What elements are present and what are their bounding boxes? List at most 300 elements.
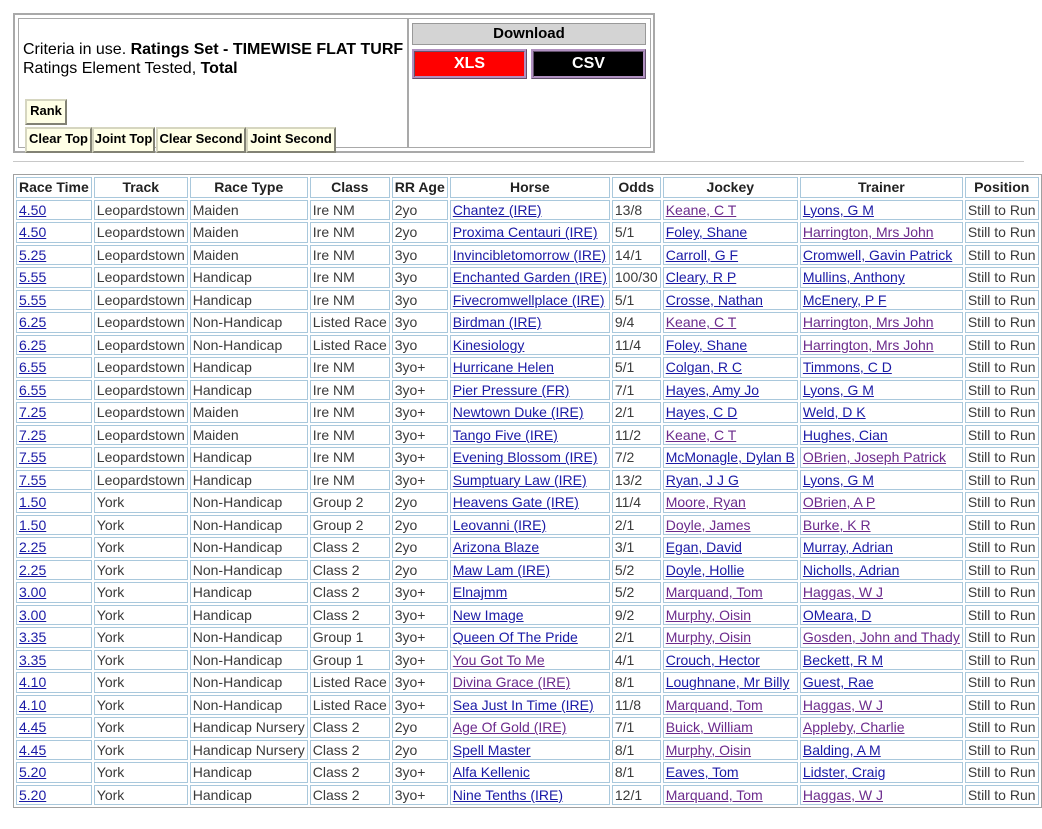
jockey-cell (663, 605, 798, 626)
jockey-cell (663, 537, 798, 558)
trainer-cell (800, 560, 963, 581)
race-time-link[interactable]: 6.55 (19, 359, 47, 376)
trainer-cell (800, 740, 963, 761)
trainer-cell (800, 402, 963, 423)
odds-cell: 3/1 (612, 537, 661, 558)
horse-link[interactable]: Sea Just In Time (IRE) (452, 696, 594, 713)
time-cell (16, 627, 92, 648)
trainer-cell (800, 200, 963, 221)
divider (13, 161, 1024, 162)
jockey-link[interactable]: Egan, David (665, 539, 742, 556)
race-time-link[interactable]: 5.20 (19, 764, 47, 781)
position-cell: Still to Run (965, 762, 1039, 783)
class-cell: Class 2 (310, 717, 390, 738)
jockey-cell (663, 695, 798, 716)
trainer-link[interactable]: Haggas, W J (802, 786, 884, 803)
race-type-cell: Non-Handicap (190, 492, 308, 513)
table-row (16, 605, 1039, 626)
trainer-link[interactable]: Burke, K R (802, 516, 871, 533)
odds-cell: 11/2 (612, 425, 661, 446)
track-cell: Leopardstown (94, 290, 188, 311)
trainer-link[interactable]: Weld, D K (802, 404, 866, 421)
horse-link[interactable]: Tango Five (IRE) (452, 426, 558, 443)
race-time-link[interactable]: 3.35 (19, 629, 47, 646)
col-rr-age[interactable]: RR Age (392, 177, 448, 198)
horse-cell (450, 447, 610, 468)
horse-link[interactable]: Kinesiology (452, 336, 525, 353)
horse-link[interactable]: Age Of Gold (IRE) (452, 719, 567, 736)
trainer-link[interactable]: Beckett, R M (802, 651, 884, 668)
race-time-link[interactable]: 2.25 (19, 561, 47, 578)
time-cell (16, 672, 92, 693)
jockey-link[interactable]: Keane, C T (665, 201, 737, 218)
horse-link[interactable]: Proxima Centauri (IRE) (452, 224, 598, 241)
joint-second-button[interactable]: Joint Second (246, 127, 336, 153)
jockey-link[interactable]: Doyle, Hollie (665, 561, 745, 578)
jockey-link[interactable]: Hayes, C D (665, 404, 738, 421)
race-time-link[interactable]: 6.55 (19, 381, 47, 398)
jockey-link[interactable]: Moore, Ryan (665, 494, 746, 511)
horse-link[interactable]: New Image (452, 606, 524, 623)
horse-link[interactable]: Newtown Duke (IRE) (452, 404, 584, 421)
horse-cell (450, 425, 610, 446)
jockey-cell (663, 222, 798, 243)
col-race-type[interactable]: Race Type (190, 177, 308, 198)
criteria-panel (13, 13, 655, 153)
trainer-link[interactable]: Murray, Adrian (802, 539, 893, 556)
age-cell: 3yo (392, 267, 448, 288)
trainer-link[interactable]: Haggas, W J (802, 584, 884, 601)
time-cell (16, 290, 92, 311)
odds-cell: 9/4 (612, 312, 661, 333)
element-value: Total (200, 60, 238, 77)
table-row (16, 312, 1039, 333)
odds-cell: 2/1 (612, 402, 661, 423)
horse-cell (450, 537, 610, 558)
age-cell: 3yo+ (392, 785, 448, 806)
time-cell (16, 582, 92, 603)
trainer-cell (800, 537, 963, 558)
horse-link[interactable]: Fivecromwellplace (IRE) (452, 291, 605, 308)
csv-download-button[interactable]: CSV (531, 49, 646, 79)
track-cell: York (94, 537, 188, 558)
trainer-cell (800, 380, 963, 401)
race-type-cell: Handicap (190, 357, 308, 378)
position-cell: Still to Run (965, 627, 1039, 648)
jockey-cell (663, 785, 798, 806)
age-cell: 2yo (392, 492, 448, 513)
trainer-cell (800, 492, 963, 513)
table-row (16, 222, 1039, 243)
track-cell: York (94, 762, 188, 783)
jockey-link[interactable]: Colgan, R C (665, 359, 742, 376)
race-type-cell: Handicap (190, 380, 308, 401)
odds-cell: 12/1 (612, 785, 661, 806)
horse-link[interactable]: Alfa Kellenic (452, 764, 530, 781)
jockey-cell (663, 492, 798, 513)
race-time-link[interactable]: 5.20 (19, 786, 47, 803)
time-cell (16, 740, 92, 761)
jockey-link[interactable]: Crouch, Hector (665, 651, 760, 668)
trainer-cell (800, 312, 963, 333)
clear-top-button[interactable]: Clear Top (25, 127, 92, 153)
col-trainer[interactable]: Trainer (800, 177, 963, 198)
jockey-cell (663, 200, 798, 221)
jockey-cell (663, 312, 798, 333)
trainer-link[interactable]: Harrington, Mrs John (802, 314, 934, 331)
position-cell: Still to Run (965, 222, 1039, 243)
age-cell: 3yo+ (392, 582, 448, 603)
jockey-link[interactable]: Foley, Shane (665, 224, 748, 241)
trainer-link[interactable]: Cromwell, Gavin Patrick (802, 246, 953, 263)
table-row (16, 515, 1039, 536)
horse-link[interactable]: Divina Grace (IRE) (452, 674, 571, 691)
time-cell (16, 380, 92, 401)
jockey-link[interactable]: Marquand, Tom (665, 696, 763, 713)
table-row (16, 357, 1039, 378)
class-cell: Ire NM (310, 357, 390, 378)
horse-link[interactable]: Elnajmm (452, 584, 508, 601)
jockey-cell (663, 717, 798, 738)
odds-cell: 11/4 (612, 492, 661, 513)
criteria-prefix: Criteria in use. (23, 41, 131, 58)
position-cell: Still to Run (965, 312, 1039, 333)
horse-link[interactable]: Birdman (IRE) (452, 314, 542, 331)
trainer-cell (800, 650, 963, 671)
race-type-cell: Non-Handicap (190, 515, 308, 536)
trainer-cell (800, 762, 963, 783)
race-time-link[interactable]: 4.10 (19, 696, 47, 713)
jockey-link[interactable]: Buick, William (665, 719, 753, 736)
race-time-link[interactable]: 6.25 (19, 314, 47, 331)
age-cell: 3yo+ (392, 470, 448, 491)
race-type-cell: Non-Handicap (190, 335, 308, 356)
class-cell: Ire NM (310, 402, 390, 423)
trainer-link[interactable]: Mullins, Anthony (802, 269, 905, 286)
trainer-cell (800, 605, 963, 626)
time-cell (16, 200, 92, 221)
horse-cell (450, 245, 610, 266)
jockey-cell (663, 515, 798, 536)
time-cell (16, 605, 92, 626)
horse-link[interactable]: Nine Tenths (IRE) (452, 786, 564, 803)
table-row (16, 785, 1039, 806)
odds-cell: 5/2 (612, 560, 661, 581)
jockey-cell (663, 402, 798, 423)
race-type-cell: Handicap (190, 582, 308, 603)
track-cell: Leopardstown (94, 335, 188, 356)
trainer-link[interactable]: Appleby, Charlie (802, 719, 905, 736)
horse-link[interactable]: Chantez (IRE) (452, 201, 542, 218)
race-time-link[interactable]: 7.55 (19, 449, 47, 466)
horse-link[interactable]: Arizona Blaze (452, 539, 540, 556)
age-cell: 2yo (392, 200, 448, 221)
race-type-cell: Non-Handicap (190, 537, 308, 558)
jockey-link[interactable]: Murphy, Oisin (665, 606, 752, 623)
horse-link[interactable]: Enchanted Garden (IRE) (452, 269, 607, 286)
col-track[interactable]: Track (94, 177, 188, 198)
trainer-link[interactable]: Lyons, G M (802, 471, 874, 488)
jockey-link[interactable]: Marquand, Tom (665, 584, 763, 601)
race-type-cell: Maiden (190, 425, 308, 446)
position-cell: Still to Run (965, 515, 1039, 536)
table-row (16, 245, 1039, 266)
age-cell: 3yo (392, 335, 448, 356)
odds-cell: 100/30 (612, 267, 661, 288)
col-odds[interactable]: Odds (612, 177, 661, 198)
time-cell (16, 447, 92, 468)
jockey-link[interactable]: Murphy, Oisin (665, 741, 752, 758)
track-cell: York (94, 605, 188, 626)
trainer-link[interactable]: Nicholls, Adrian (802, 561, 900, 578)
class-cell: Ire NM (310, 245, 390, 266)
horse-link[interactable]: Heavens Gate (IRE) (452, 494, 579, 511)
race-type-cell: Maiden (190, 222, 308, 243)
jockey-link[interactable]: Murphy, Oisin (665, 629, 752, 646)
table-row (16, 380, 1039, 401)
odds-cell: 9/2 (612, 605, 661, 626)
odds-cell: 7/1 (612, 380, 661, 401)
race-type-cell: Maiden (190, 245, 308, 266)
col-horse[interactable]: Horse (450, 177, 610, 198)
col-class[interactable]: Class (310, 177, 390, 198)
race-type-cell: Non-Handicap (190, 312, 308, 333)
jockey-link[interactable]: Hayes, Amy Jo (665, 381, 760, 398)
trainer-link[interactable]: Harrington, Mrs John (802, 224, 934, 241)
horse-link[interactable]: Pier Pressure (FR) (452, 381, 570, 398)
table-row (16, 470, 1039, 491)
trainer-link[interactable]: Lyons, G M (802, 201, 874, 218)
race-type-cell: Handicap (190, 470, 308, 491)
trainer-link[interactable]: Lidster, Craig (802, 764, 886, 781)
trainer-cell (800, 447, 963, 468)
position-cell: Still to Run (965, 470, 1039, 491)
class-cell: Ire NM (310, 267, 390, 288)
position-cell: Still to Run (965, 695, 1039, 716)
age-cell: 3yo (392, 245, 448, 266)
trainer-cell (800, 515, 963, 536)
jockey-link[interactable]: Carroll, G F (665, 246, 739, 263)
class-cell: Ire NM (310, 470, 390, 491)
trainer-cell (800, 785, 963, 806)
trainer-link[interactable]: McEnery, P F (802, 291, 887, 308)
trainer-link[interactable]: Harrington, Mrs John (802, 336, 934, 353)
race-time-link[interactable]: 5.55 (19, 269, 47, 286)
trainer-link[interactable]: Hughes, Cian (802, 426, 888, 443)
class-cell: Ire NM (310, 290, 390, 311)
race-time-link[interactable]: 4.45 (19, 741, 47, 758)
header-row (16, 177, 1039, 198)
class-cell: Class 2 (310, 560, 390, 581)
col-race-time[interactable]: Race Time (16, 177, 92, 198)
horse-link[interactable]: Invincibletomorrow (IRE) (452, 246, 607, 263)
race-time-link[interactable]: 7.25 (19, 426, 47, 443)
time-cell (16, 312, 92, 333)
age-cell: 3yo+ (392, 380, 448, 401)
horse-cell (450, 672, 610, 693)
jockey-link[interactable]: Doyle, James (665, 516, 751, 533)
table-row (16, 762, 1039, 783)
table-row (16, 402, 1039, 423)
trainer-link[interactable]: OBrien, Joseph Patrick (802, 449, 947, 466)
race-time-link[interactable]: 7.55 (19, 471, 47, 488)
class-cell: Listed Race (310, 335, 390, 356)
jockey-cell (663, 740, 798, 761)
horse-cell (450, 762, 610, 783)
jockey-link[interactable]: Keane, C T (665, 426, 737, 443)
race-time-link[interactable]: 6.25 (19, 336, 47, 353)
table-row (16, 492, 1039, 513)
trainer-link[interactable]: Guest, Rae (802, 674, 874, 691)
position-cell: Still to Run (965, 582, 1039, 603)
trainer-link[interactable]: OMeara, D (802, 606, 872, 623)
ratings-set-value: Ratings Set - TIMEWISE FLAT TURF (130, 41, 404, 58)
time-cell (16, 785, 92, 806)
race-time-link[interactable]: 1.50 (19, 494, 47, 511)
jockey-link[interactable]: Marquand, Tom (665, 786, 763, 803)
col-jockey[interactable]: Jockey (663, 177, 798, 198)
race-time-link[interactable]: 4.10 (19, 674, 47, 691)
odds-cell: 4/1 (612, 650, 661, 671)
horse-link[interactable]: Hurricane Helen (452, 359, 554, 376)
time-cell (16, 425, 92, 446)
race-time-link[interactable]: 1.50 (19, 516, 47, 533)
track-cell: Leopardstown (94, 357, 188, 378)
odds-cell: 5/1 (612, 222, 661, 243)
horse-cell (450, 717, 610, 738)
jockey-link[interactable]: Keane, C T (665, 314, 737, 331)
horse-link[interactable]: Maw Lam (IRE) (452, 561, 551, 578)
trainer-link[interactable]: Timmons, C D (802, 359, 892, 376)
horse-cell (450, 650, 610, 671)
jockey-link[interactable]: Foley, Shane (665, 336, 748, 353)
position-cell: Still to Run (965, 537, 1039, 558)
jockey-cell (663, 335, 798, 356)
jockey-link[interactable]: Eaves, Tom (665, 764, 739, 781)
time-cell (16, 245, 92, 266)
age-cell: 2yo (392, 222, 448, 243)
position-cell: Still to Run (965, 380, 1039, 401)
race-type-cell: Non-Handicap (190, 560, 308, 581)
horse-link[interactable]: Queen Of The Pride (452, 629, 578, 646)
trainer-link[interactable]: OBrien, A P (802, 494, 876, 511)
jockey-link[interactable]: Cleary, R P (665, 269, 737, 286)
table-row (16, 740, 1039, 761)
col-position[interactable]: Position (965, 177, 1039, 198)
time-cell (16, 560, 92, 581)
track-cell: York (94, 582, 188, 603)
race-time-link[interactable]: 4.45 (19, 719, 47, 736)
jockey-cell (663, 447, 798, 468)
horse-link[interactable]: Evening Blossom (IRE) (452, 449, 598, 466)
track-cell: Leopardstown (94, 380, 188, 401)
race-type-cell: Non-Handicap (190, 695, 308, 716)
race-time-link[interactable]: 5.25 (19, 246, 47, 263)
track-cell: York (94, 717, 188, 738)
trainer-link[interactable]: Balding, A M (802, 741, 881, 758)
trainer-link[interactable]: Haggas, W J (802, 696, 884, 713)
position-cell: Still to Run (965, 335, 1039, 356)
horse-cell (450, 627, 610, 648)
horse-cell (450, 380, 610, 401)
race-time-link[interactable]: 4.50 (19, 201, 47, 218)
race-type-cell: Handicap Nursery (190, 717, 308, 738)
age-cell: 3yo+ (392, 357, 448, 378)
position-cell: Still to Run (965, 560, 1039, 581)
race-time-link[interactable]: 3.35 (19, 651, 47, 668)
track-cell: Leopardstown (94, 267, 188, 288)
horse-cell (450, 357, 610, 378)
track-cell: York (94, 785, 188, 806)
jockey-link[interactable]: Ryan, J J G (665, 471, 739, 488)
joint-top-button[interactable]: Joint Top (92, 127, 155, 153)
odds-cell: 13/8 (612, 200, 661, 221)
position-cell: Still to Run (965, 717, 1039, 738)
download-cell (408, 18, 651, 148)
xls-download-button[interactable]: XLS (412, 49, 527, 79)
odds-cell: 8/1 (612, 672, 661, 693)
class-cell: Group 2 (310, 515, 390, 536)
horse-cell (450, 605, 610, 626)
clear-second-button[interactable]: Clear Second (156, 127, 246, 153)
horse-link[interactable]: Spell Master (452, 741, 531, 758)
class-cell: Listed Race (310, 312, 390, 333)
odds-cell: 11/4 (612, 335, 661, 356)
time-cell (16, 695, 92, 716)
race-time-link[interactable]: 4.50 (19, 224, 47, 241)
table-row (16, 695, 1039, 716)
age-cell: 3yo (392, 312, 448, 333)
table-row (16, 582, 1039, 603)
jockey-cell (663, 425, 798, 446)
class-cell: Class 2 (310, 537, 390, 558)
trainer-link[interactable]: Gosden, John and Thady (802, 629, 960, 646)
horse-cell (450, 582, 610, 603)
horse-link[interactable]: Sumptuary Law (IRE) (452, 471, 587, 488)
jockey-link[interactable]: Crosse, Nathan (665, 291, 763, 308)
trainer-link[interactable]: Lyons, G M (802, 381, 874, 398)
race-time-link[interactable]: 2.25 (19, 539, 47, 556)
race-type-cell: Maiden (190, 200, 308, 221)
jockey-cell (663, 560, 798, 581)
horse-cell (450, 312, 610, 333)
odds-cell: 8/1 (612, 762, 661, 783)
race-time-link[interactable]: 3.00 (19, 606, 47, 623)
race-time-link[interactable]: 7.25 (19, 404, 47, 421)
horse-cell (450, 200, 610, 221)
rank-button[interactable]: Rank (25, 99, 67, 125)
track-cell: Leopardstown (94, 425, 188, 446)
time-cell (16, 492, 92, 513)
race-time-link[interactable]: 5.55 (19, 291, 47, 308)
position-cell: Still to Run (965, 267, 1039, 288)
class-cell: Ire NM (310, 380, 390, 401)
jockey-cell (663, 245, 798, 266)
horse-link[interactable]: You Got To Me (452, 651, 545, 668)
jockey-cell (663, 672, 798, 693)
trainer-cell (800, 425, 963, 446)
odds-cell: 13/2 (612, 470, 661, 491)
horse-cell (450, 560, 610, 581)
jockey-link[interactable]: Loughnane, Mr Billy (665, 674, 790, 691)
race-time-link[interactable]: 3.00 (19, 584, 47, 601)
criteria-ratings-element (23, 60, 238, 78)
horse-link[interactable]: Leovanni (IRE) (452, 516, 547, 533)
jockey-link[interactable]: McMonagle, Dylan B (665, 449, 795, 466)
time-cell (16, 650, 92, 671)
trainer-cell (800, 627, 963, 648)
horse-cell (450, 492, 610, 513)
